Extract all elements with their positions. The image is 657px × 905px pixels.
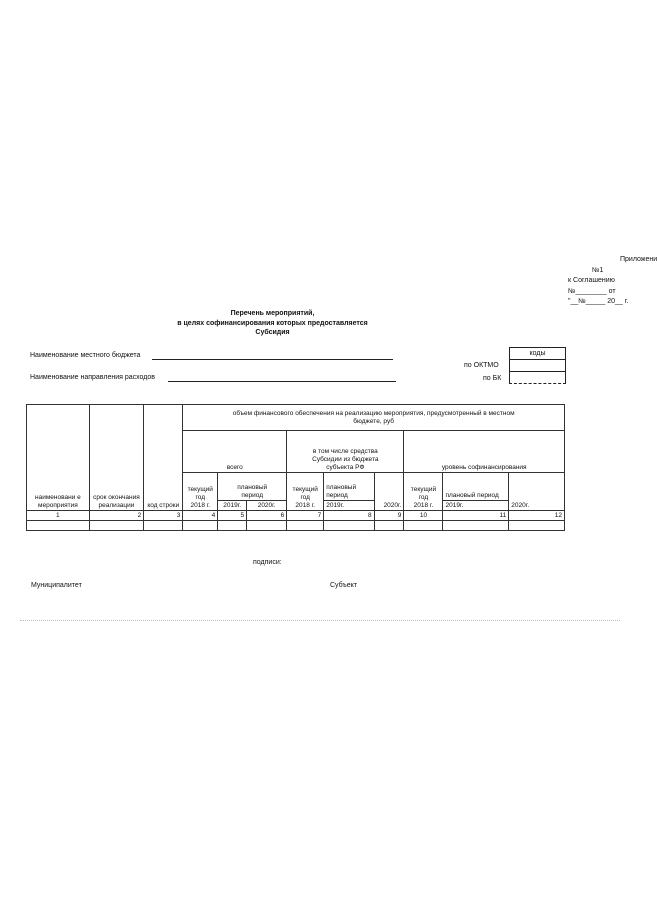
- current-year-text: текущий год: [410, 486, 437, 501]
- year-2019: 2019г.: [445, 502, 464, 509]
- expense-direction-label: Наименование направления расходов: [30, 374, 155, 381]
- table-cell[interactable]: [324, 521, 374, 531]
- column-number: 8: [324, 511, 374, 521]
- col-term-text: срок окончания реализации: [93, 494, 140, 509]
- activities-table: [26, 404, 565, 531]
- year-2019: 2019г.: [326, 502, 345, 509]
- total-header: [183, 431, 287, 473]
- appendix-line: Приложени: [620, 256, 657, 263]
- column-numbers-row: [27, 511, 565, 521]
- year-2020: 2020г.: [257, 502, 276, 509]
- column-number: 12: [509, 511, 565, 521]
- table-cell[interactable]: [144, 521, 183, 531]
- table-cell[interactable]: [509, 521, 565, 531]
- page-divider: [20, 620, 620, 621]
- funding-volume-header: [183, 405, 565, 431]
- level-2019: [443, 501, 509, 511]
- subsidy-header: [287, 431, 404, 473]
- current-year-text: текущий год: [187, 486, 213, 501]
- column-number: 11: [443, 511, 509, 521]
- appendix-line: "__№_____ 20__ г.: [568, 298, 629, 305]
- expense-direction-line[interactable]: [168, 381, 396, 382]
- subsidy-2020: [374, 473, 404, 511]
- plan-period-text: плановый период: [237, 484, 268, 499]
- appendix-line: к Соглашению: [568, 277, 615, 284]
- oktmo-label: по ОКТМО: [464, 362, 499, 369]
- table-cell[interactable]: [218, 521, 247, 531]
- column-number: 3: [144, 511, 183, 521]
- plan-period-text: плановый период: [326, 484, 357, 499]
- subsidy-plan-period: [324, 473, 374, 501]
- bk-label: по БК: [483, 375, 502, 382]
- codes-label: коды: [529, 350, 546, 357]
- column-number: 7: [287, 511, 324, 521]
- subject-label: Субъект: [330, 582, 358, 589]
- title-line: в целях софинансирования которых предоставляется: [177, 319, 368, 327]
- total-plan-period: [218, 473, 287, 501]
- subsidy-text: в том числе средства Субсидии из бюджета субъекта РФ: [312, 448, 379, 471]
- year-2019: 2019г.: [223, 502, 242, 509]
- column-number: 9: [374, 511, 404, 521]
- column-number: 6: [247, 511, 287, 521]
- total-current-year: [183, 473, 218, 511]
- col-code-header: [144, 405, 183, 511]
- level-2020: [509, 473, 565, 511]
- table-cell[interactable]: [374, 521, 404, 531]
- col-code-text: код строки: [147, 502, 180, 509]
- current-year-text: текущий год: [292, 486, 318, 501]
- total-2019: [218, 501, 247, 511]
- funding-volume-text: объем финансового обеспечения на реализацию мероприятия, предусмотренный в местном бюджете, руб: [232, 409, 515, 425]
- year-2020: 2020г.: [511, 502, 530, 509]
- bk-code-field[interactable]: [509, 371, 566, 384]
- year-2018: 2018 г.: [190, 502, 211, 509]
- year-2018: 2018 г.: [295, 502, 316, 509]
- appendix-reference: [560, 255, 657, 308]
- table-cell[interactable]: [287, 521, 324, 531]
- level-current-year: [404, 473, 443, 511]
- col-term-header: [89, 405, 144, 511]
- table-cell[interactable]: [89, 521, 144, 531]
- column-number: 10: [404, 511, 443, 521]
- subsidy-2019: [324, 501, 374, 511]
- col-name-header: [27, 405, 90, 511]
- budget-name-line[interactable]: [152, 359, 393, 360]
- column-number: 5: [218, 511, 247, 521]
- table-cell[interactable]: [404, 521, 443, 531]
- table-cell[interactable]: [183, 521, 218, 531]
- level-plan-period: [443, 473, 509, 501]
- cofinancing-level-text: уровень софинансирования: [441, 464, 527, 471]
- appendix-line: №________ от: [568, 287, 616, 295]
- cofinancing-level-header: [404, 431, 565, 473]
- col-name-text: наименовани е мероприятия: [34, 494, 81, 509]
- title-line: Субсидия: [255, 329, 290, 336]
- table-cell[interactable]: [247, 521, 287, 531]
- appendix-line: №1: [592, 266, 604, 274]
- document-title: [0, 309, 545, 338]
- year-2018: 2018 г.: [413, 502, 434, 509]
- column-number: 2: [89, 511, 144, 521]
- signatures-label: подписи:: [253, 559, 282, 566]
- title-line: Перечень мероприятий,: [230, 310, 315, 317]
- table-cell[interactable]: [27, 521, 90, 531]
- total-2020: [247, 501, 287, 511]
- budget-name-label: Наименование местного бюджета: [30, 352, 141, 359]
- table-cell[interactable]: [443, 521, 509, 531]
- subsidy-current-year: [287, 473, 324, 511]
- column-number: 1: [27, 511, 90, 521]
- plan-period-text: плановый период: [445, 492, 499, 499]
- table-row: [27, 521, 565, 531]
- total-text: всего: [226, 464, 243, 471]
- column-number: 4: [183, 511, 218, 521]
- year-2020: 2020г.: [383, 502, 402, 509]
- municipality-label: Муниципалитет: [31, 582, 82, 589]
